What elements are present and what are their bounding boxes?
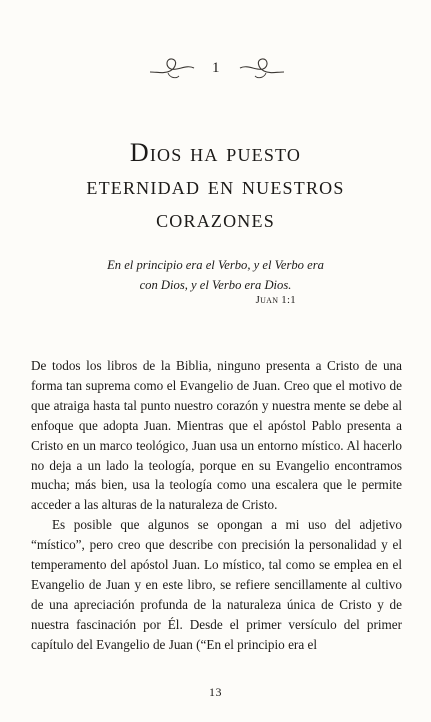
chapter-title-line: eternidad en nuestros <box>86 171 345 200</box>
chapter-title-line: corazones <box>156 204 275 233</box>
epigraph-line: En el principio era el Verbo, y el Verbo era <box>107 258 324 272</box>
chapter-number: 1 <box>212 60 220 76</box>
right-flourish-ornament <box>238 52 286 82</box>
chapter-title <box>30 136 401 235</box>
left-flourish-ornament <box>148 52 196 82</box>
body-paragraph: De todos los libros de la Biblia, ninguno presenta a Cristo de una forma tan suprema como el Evangelio de Juan. Creo que el motivo de que atraiga hasta tal punto nuestro corazón y nuestra mente se debe al enfoque que adopta Juan. Mientras que el apóstol Pablo presenta a Cristo en un marco teológico, Juan usa un entorno místico. Al hacerlo no deja a un lado la teología, porque en su Evangelio encontramos mucha; más bien, usa la teología como una escalera que le permite acceder a las alturas de la naturaleza de Cristo. <box>31 358 402 513</box>
body-paragraph: Es posible que algunos se opongan a mi uso del adjetivo “místico”, pero creo que describe con precisión la personalidad y el temperamento del apóstol Juan. Lo místico, tal como se emplea en el Evangelio de Juan y en este libro, se refiere sencillamente al cultivo de una apreciación profunda de la naturaleza única de Cristo y de nuestra fascinación por Él. Desde el primer versículo del primer capítulo del Evangelio de Juan (“En el principio era el <box>31 517 402 652</box>
page-number: 13 <box>209 685 222 699</box>
chapter-title-line: Dios ha puesto <box>129 138 302 167</box>
epigraph-line: con Dios, y el Verbo era Dios. <box>139 278 292 292</box>
epigraph-source: Juan 1:1 <box>255 294 296 306</box>
epigraph-quote <box>30 255 401 295</box>
body-text <box>31 356 402 655</box>
